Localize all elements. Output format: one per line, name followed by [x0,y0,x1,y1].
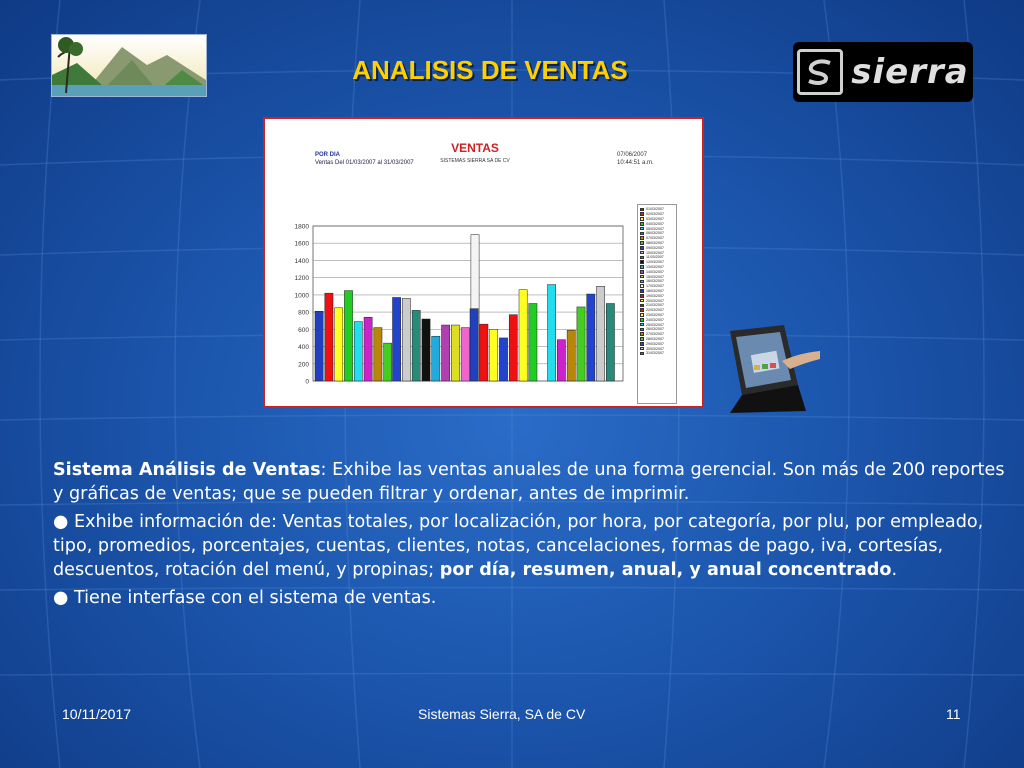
y-tick-label: 1200 [294,275,309,283]
chart-legend [637,204,677,404]
bar-13/03/2007 [432,336,440,381]
legend-label: 23/03/2007 [646,312,664,317]
legend-swatch [640,270,644,274]
report-title: VENTAS [451,141,499,155]
legend-swatch [640,289,644,293]
legend-swatch [640,227,644,231]
legend-label: 27/03/2007 [646,332,664,337]
legend-swatch [640,208,644,212]
bar-27/03/2007 [567,330,575,381]
legend-swatch [640,275,644,279]
y-tick-label: 1400 [294,257,309,265]
bar-02/03/2007 [325,293,333,381]
legend-label: 29/03/2007 [646,341,664,346]
legend-label: 19/03/2007 [646,293,664,298]
bar-23/03/2007 [519,290,527,381]
legend-swatch [640,260,644,264]
legend-label: 16/03/2007 [646,279,664,284]
legend-label: 21/03/2007 [646,303,664,308]
legend-label: 10/03/2007 [646,250,664,255]
legend-label: 11/03/2007 [646,255,664,260]
footer-date: 10/11/2017 [62,706,132,722]
legend-swatch [640,256,644,260]
bar-08/03/2007 [384,343,392,381]
bar-29/03/2007 [587,294,595,381]
bar-04/03/2007 [344,291,352,381]
legend-swatch [640,251,644,255]
y-tick-label: 200 [298,361,309,369]
legend-swatch [640,236,644,240]
legend-label: 25/03/2007 [646,322,664,327]
mountain-landscape-logo [51,34,207,97]
legend-item [640,351,674,356]
legend-label: 17/03/2007 [646,284,664,289]
bar-10/03/2007 [402,298,410,381]
report-mode-label: POR DIA [315,152,341,158]
bar-20/03/2007 [490,329,498,381]
legend-swatch [640,332,644,336]
report-date: 07/06/2007 [617,152,648,158]
bar-07/03/2007 [374,328,382,381]
y-tick-label: 400 [298,344,309,352]
legend-swatch [640,284,644,288]
legend-swatch [640,304,644,308]
interface-text: Tiene interfase con el sistema de ventas. [68,588,437,608]
legend-swatch [640,352,644,356]
bar-31/03/2007 [606,304,614,382]
legend-swatch [640,337,644,341]
legend-label: 04/03/2007 [646,221,664,226]
footer-page-number: 11 [946,706,961,722]
legend-label: 05/03/2007 [646,226,664,231]
legend-label: 18/03/2007 [646,288,664,293]
bar-09/03/2007 [393,297,401,381]
bar-03/03/2007 [335,308,343,381]
legend-swatch [640,241,644,245]
y-tick-label: 1600 [294,240,309,248]
features-text: Exhibe información de: Ventas totales, por localización, por hora, por categoría, por plu, por empleado, tipo, promedios, porcentajes, cuentas, clientes, notas, cancelaciones, formas de pago, iva, cortesías, descuentos, rotación del menú, y propinas; [53,512,984,580]
bar-28/03/2007 [577,307,585,381]
bar-12/03/2007 [422,319,430,381]
legend-label: 26/03/2007 [646,327,664,332]
bar-21/03/2007 [499,338,507,381]
y-tick-label: 800 [298,309,309,317]
footer-company: Sistemas Sierra, SA de CV [418,706,586,722]
sales-report-chart [263,117,704,408]
legend-swatch [640,217,644,221]
legend-swatch [640,212,644,216]
legend-swatch [640,265,644,269]
slide-body [53,458,1018,614]
legend-label: 30/03/2007 [646,346,664,351]
bar-01/03/2007 [315,311,323,381]
legend-label: 08/03/2007 [646,240,664,245]
legend-swatch [640,347,644,351]
legend-swatch [640,328,644,332]
product-name: Sistema Análisis de Ventas [53,460,321,480]
bar-06/03/2007 [364,317,372,381]
report-subtitle: SISTEMAS SIERRA SA DE CV [440,158,510,164]
legend-swatch [640,323,644,327]
legend-label: 15/03/2007 [646,274,664,279]
bar-30/03/2007 [597,286,605,381]
bullet-icon: ● [53,512,69,532]
slide-title: ANALISIS DE VENTAS [352,55,628,85]
features-bold: por día, resumen, anual, y anual concentrado [439,560,892,580]
bar-18/03/2007 [470,309,478,381]
legend-swatch [640,232,644,236]
bar-19/03/2007 [480,324,488,381]
legend-label: 01/03/2007 [646,207,664,212]
legend-label: 12/03/2007 [646,260,664,265]
y-tick-label: 1000 [294,292,309,300]
intro-text: : Exhibe las ventas anuales de una forma gerencial. Son más de 200 reportes y gráficas de ventas; que se pueden filtrar y ordenar, antes de imprimir. [53,460,1005,504]
bar-22/03/2007 [509,315,517,381]
legend-label: 22/03/2007 [646,308,664,313]
legend-label: 24/03/2007 [646,317,664,322]
legend-label: 06/03/2007 [646,231,664,236]
bar-25/03/2007 [548,285,556,381]
sierra-wordmark: sierra [851,52,969,92]
legend-swatch [640,342,644,346]
y-tick-label: 1800 [294,223,309,231]
legend-swatch [640,308,644,312]
legend-label: 09/03/2007 [646,245,664,250]
paragraph-intro [53,458,1018,506]
bar-16/03/2007 [461,328,469,381]
legend-label: 31/03/2007 [646,351,664,356]
bar-15/03/2007 [451,325,459,381]
legend-label: 07/03/2007 [646,236,664,241]
bar-24/03/2007 [529,304,537,382]
legend-label: 28/03/2007 [646,336,664,341]
bar-05/03/2007 [354,322,362,381]
legend-swatch [640,313,644,317]
bullet-features [53,510,1018,582]
y-tick-label: 0 [305,378,309,386]
bullet-icon: ● [53,588,69,608]
legend-label: 20/03/2007 [646,298,664,303]
legend-swatch [640,299,644,303]
sierra-s-icon [797,49,843,95]
sierra-logo [793,42,973,102]
legend-swatch [640,280,644,284]
report-range-label: Ventas Del 01/03/2007 al 31/03/2007 [315,160,414,166]
legend-swatch [640,294,644,298]
bar-14/03/2007 [442,325,450,381]
legend-swatch [640,318,644,322]
legend-label: 03/03/2007 [646,216,664,221]
bar-26/03/2007 [557,340,565,381]
legend-label: 14/03/2007 [646,269,664,274]
legend-label: 13/03/2007 [646,264,664,269]
features-end: . [891,560,898,580]
y-tick-label: 600 [298,326,309,334]
bar-11/03/2007 [412,310,420,381]
report-time: 10:44:51 a.m. [617,160,654,166]
legend-label: 02/03/2007 [646,212,664,217]
legend-swatch [640,222,644,226]
legend-swatch [640,246,644,250]
bullet-interface [53,586,1018,610]
touchscreen-terminal-image [724,325,824,413]
